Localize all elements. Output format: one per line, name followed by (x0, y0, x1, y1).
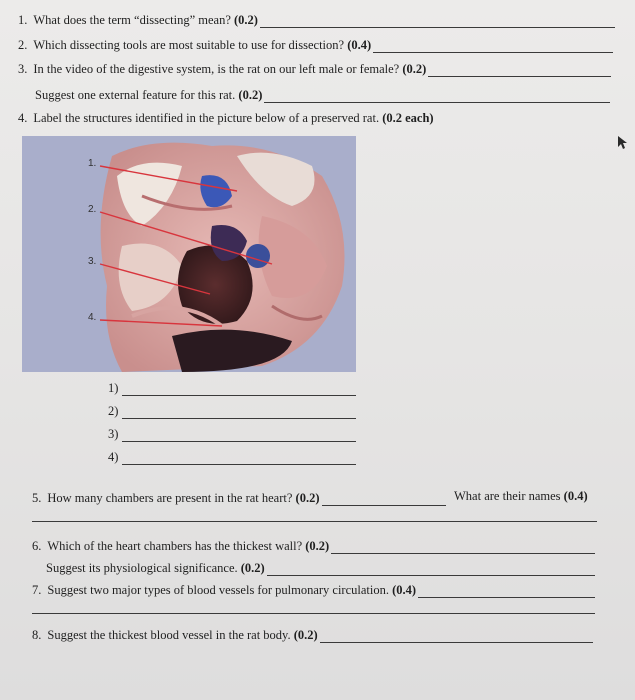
answer-line-6b[interactable] (267, 564, 595, 576)
question-1-number: 1. (18, 13, 28, 27)
figure-answer-2 (108, 403, 356, 419)
question-8-number: 8. (32, 628, 42, 642)
question-3 (18, 61, 611, 77)
rat-dissection-image (22, 136, 356, 372)
question-5-part-2 (454, 488, 588, 504)
question-5 (32, 490, 446, 506)
question-2-text: Which dissecting tools are most suitable to use for dissection? (33, 38, 345, 52)
answer-line-6[interactable] (331, 542, 595, 554)
figure-answer-4-number: 4) (108, 450, 119, 464)
answer-line-2[interactable] (373, 41, 613, 53)
question-7-number: 7. (32, 583, 42, 597)
question-1-marks: (0.2) (234, 13, 258, 27)
question-7 (32, 582, 595, 598)
question-5-text: How many chambers are present in the rat heart? (47, 491, 293, 505)
figure-label-3: 3. (88, 256, 97, 267)
question-8-text: Suggest the thickest blood vessel in the rat body. (47, 628, 291, 642)
figure-answer-2-number: 2) (108, 404, 119, 418)
question-5-text-2: What are their names (454, 489, 561, 503)
question-3-text: In the video of the digestive system, is the rat on our left male or female? (33, 62, 400, 76)
figure-answer-line-1[interactable] (122, 384, 356, 396)
question-1 (18, 12, 615, 28)
figure-answer-line-3[interactable] (122, 430, 356, 442)
question-3b (35, 87, 610, 103)
figure-answer-1 (108, 380, 356, 396)
question-8 (32, 627, 593, 643)
question-2-marks: (0.4) (347, 38, 372, 52)
answer-line-5[interactable] (322, 494, 447, 506)
answer-line-3[interactable] (428, 65, 611, 77)
question-6-text: Which of the heart chambers has the thickest wall? (47, 539, 303, 553)
question-3-marks: (0.2) (402, 62, 427, 76)
question-1-text: What does the term “dissecting” mean? (33, 13, 231, 27)
question-5-number: 5. (32, 491, 42, 505)
question-8-marks: (0.2) (293, 628, 318, 642)
question-5-marks-2: (0.4) (563, 489, 588, 503)
figure-answer-3-number: 3) (108, 427, 119, 441)
answer-line-7[interactable] (418, 586, 595, 598)
figure-label-4: 4. (88, 312, 97, 323)
question-6 (32, 538, 595, 554)
answer-line-7b[interactable] (32, 613, 595, 614)
answer-line-8[interactable] (320, 631, 593, 643)
figure-label-2: 2. (88, 204, 97, 215)
question-2 (18, 37, 613, 53)
figure-label-1: 1. (88, 158, 97, 169)
question-6b-marks: (0.2) (240, 561, 265, 575)
question-4-marks: (0.2 each) (382, 111, 434, 125)
answer-line-5b[interactable] (32, 521, 597, 522)
answer-line-1[interactable] (260, 16, 615, 28)
question-6b-text: Suggest its physiological significance. (46, 561, 238, 575)
figure-answer-1-number: 1) (108, 381, 119, 395)
figure-answer-line-4[interactable] (122, 453, 356, 465)
question-4-number: 4. (18, 111, 28, 125)
figure-answer-4 (108, 449, 356, 465)
answer-line-3b[interactable] (264, 91, 610, 103)
rat-dissection-photo (22, 136, 356, 372)
figure-answer-line-2[interactable] (122, 407, 356, 419)
question-4-text: Label the structures identified in the picture below of a preserved rat. (33, 111, 380, 125)
question-3-number: 3. (18, 62, 28, 76)
question-3b-text: Suggest one external feature for this rat. (35, 88, 236, 102)
mouse-cursor-icon (615, 135, 629, 151)
question-2-number: 2. (18, 38, 28, 52)
figure-answer-3 (108, 426, 356, 442)
question-4 (18, 110, 434, 126)
question-6b (46, 560, 595, 576)
question-3b-marks: (0.2) (238, 88, 263, 102)
question-7-marks: (0.4) (392, 583, 417, 597)
question-7-text: Suggest two major types of blood vessels for pulmonary circulation. (47, 583, 389, 597)
question-6-marks: (0.2) (305, 539, 330, 553)
question-5-marks: (0.2) (295, 491, 320, 505)
question-6-number: 6. (32, 539, 42, 553)
